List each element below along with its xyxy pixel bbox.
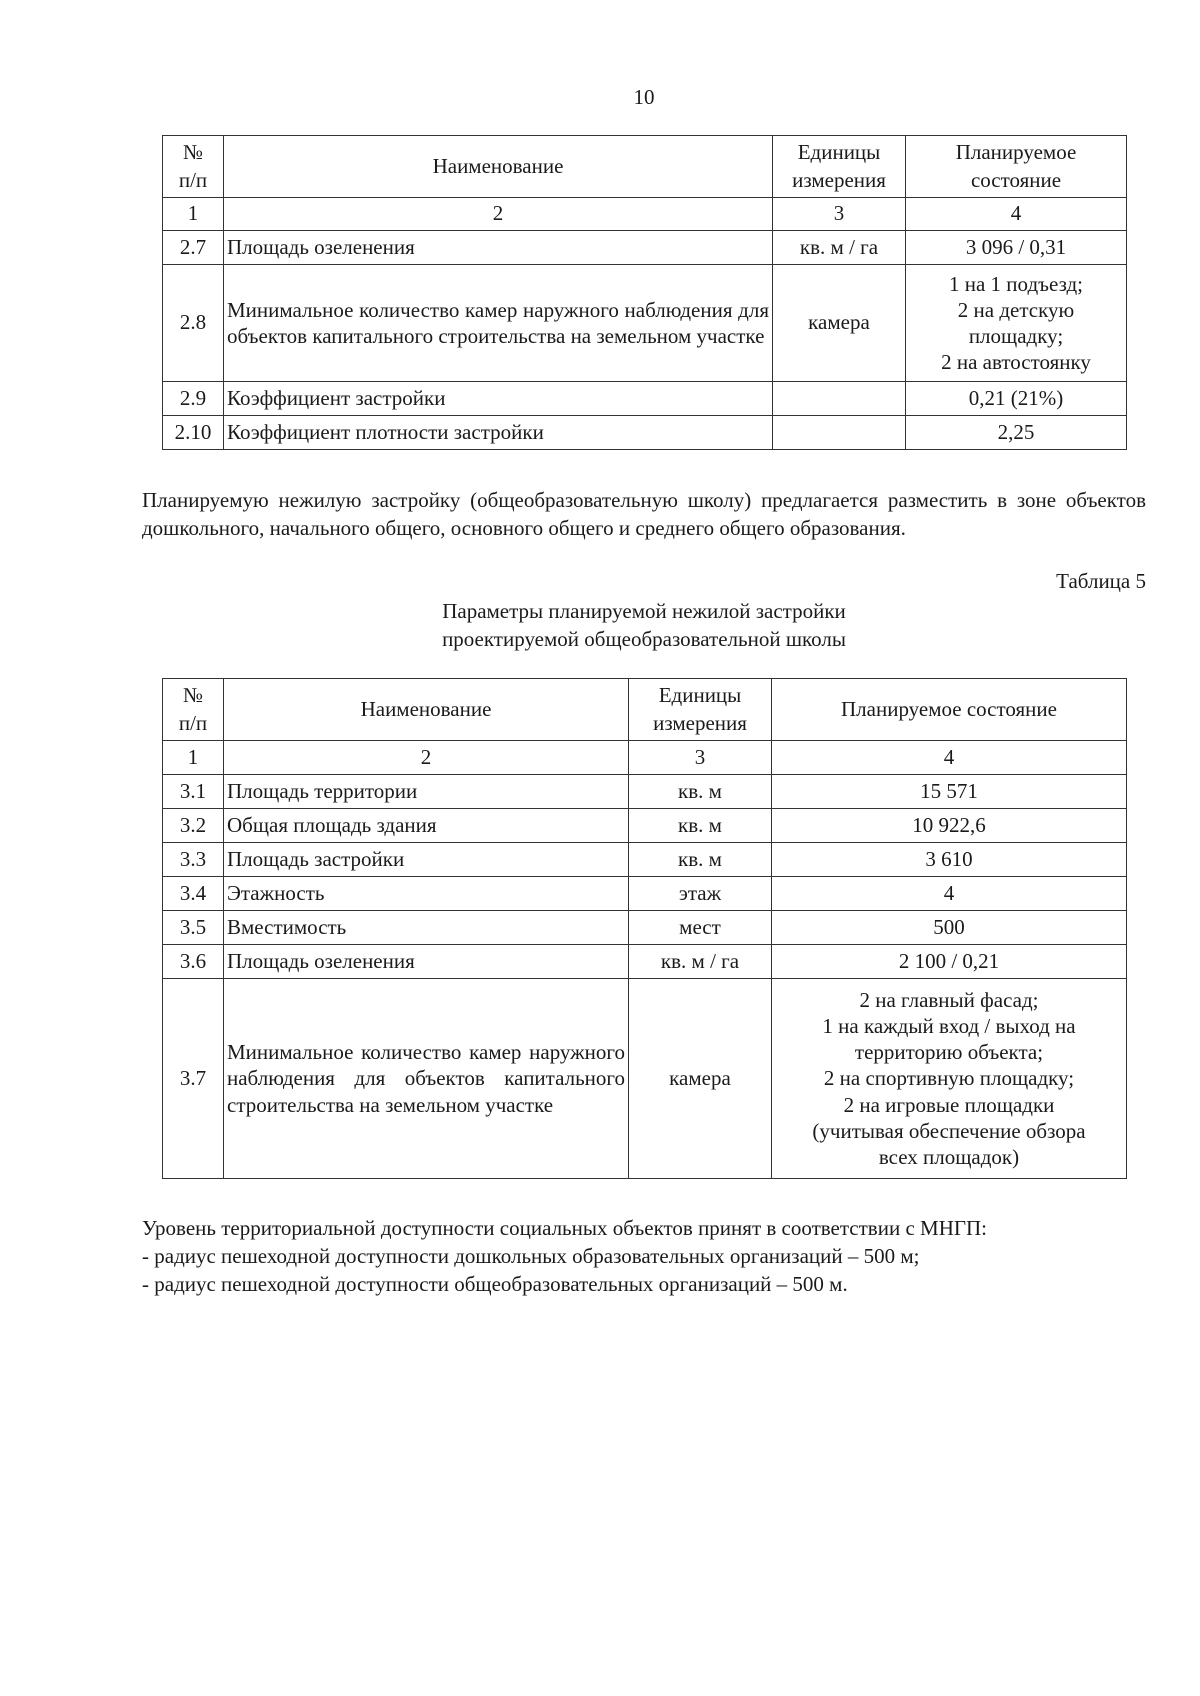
body-paragraph: Планируемую нежилую застройку (общеобразовательную школу) предлагается разместить в зоне объектов дошкольного, начального общего, основного общего и среднего общего образования. [142, 488, 1146, 540]
list-item: - радиус пешеходной доступности дошкольных образовательных организаций – 500 м; [142, 1244, 920, 1268]
header-name: Наименование [224, 136, 773, 198]
table-row: 2.7 Площадь озеленения кв. м / га 3 096 / 0,31 [163, 231, 1127, 265]
table-number-label: Таблица 5 [1056, 569, 1146, 593]
header-number: № п/п [163, 679, 224, 741]
header-name: Наименование [224, 679, 629, 741]
header-state: Планируемое состояние [772, 679, 1127, 741]
table-row: 3.5 Вместимость мест 500 [163, 911, 1127, 945]
table-row: 3.3 Площадь застройки кв. м 3 610 [163, 843, 1127, 877]
column-index-row: 1 2 3 4 [163, 198, 1127, 231]
table-row: 3.1 Площадь территории кв. м 15 571 [163, 775, 1127, 809]
table-row: 3.7 Минимальное количество камер наружного наблюдения для объектов капитального строительства на земельном участке камера 2 на главный фасад; 1 на каждый вход / выход на территорию объекта; 2 на спортивную площадку; 2 на игровые площадки (учитывая обеспечение обзора всех площадок) [163, 979, 1127, 1179]
table-row: 2.9 Коэффициент застройки 0,21 (21%) [163, 382, 1127, 416]
parameters-table-continued [162, 135, 1127, 450]
header-unit: Единицы измерения [629, 679, 772, 741]
school-parameters-table [162, 678, 1127, 1179]
list-item: - радиус пешеходной доступности общеобразовательных организаций – 500 м. [142, 1272, 848, 1296]
table-row: 3.6 Площадь озеленения кв. м / га 2 100 / 0,21 [163, 945, 1127, 979]
page-number: 10 [633, 85, 655, 109]
table-row: 2.8 Минимальное количество камер наружного наблюдения для объектов капитального строительства на земельном участке камера 1 на 1 подъезд; 2 на детскую площадку; 2 на автостоянку [163, 265, 1127, 382]
table-header-row [163, 679, 1127, 741]
table-title: Параметры планируемой нежилой застройки проектируемой общеобразовательной школы [442, 599, 846, 651]
list-intro: Уровень территориальной доступности социальных объектов принят в соответствии с МНГП: [142, 1216, 987, 1240]
table-row: 3.4 Этажность этаж 4 [163, 877, 1127, 911]
table-row: 2.10 Коэффициент плотности застройки 2,25 [163, 416, 1127, 450]
header-number: № п/п [163, 136, 224, 198]
table-row: 3.2 Общая площадь здания кв. м 10 922,6 [163, 809, 1127, 843]
column-index-row: 1 2 3 4 [163, 741, 1127, 775]
header-state: Планируемое состояние [906, 136, 1127, 198]
header-unit: Единицы измерения [773, 136, 906, 198]
table-header-row [163, 136, 1127, 198]
accessibility-paragraph [142, 1214, 1146, 1298]
